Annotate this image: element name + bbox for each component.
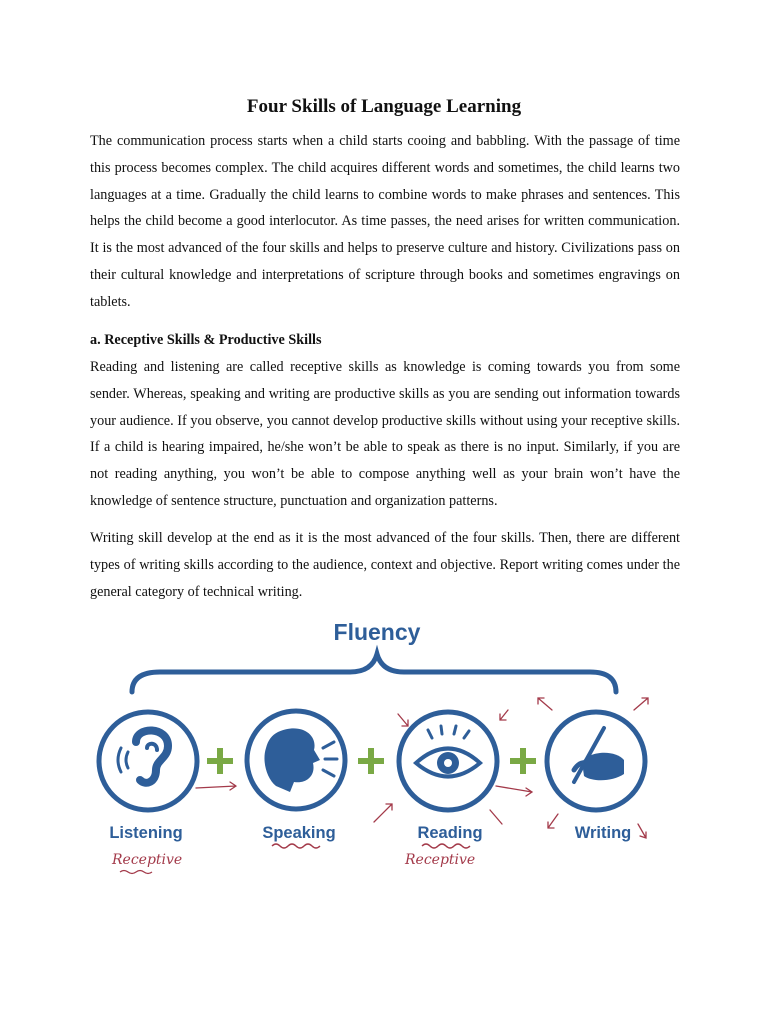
four-skills-diagram [0, 610, 768, 890]
handwritten-note-receptive-1: Receptive [112, 852, 183, 868]
receptive-productive-paragraph: Reading and listening are called receptive skills as knowledge is coming towards you from some sender. Whereas, speaking and writing are productive skills as you are sending out information towards your audience. If you observe, you cannot develop productive skills without using your receptive skills. If a child is hearing impaired, he/she won’t be able to speak as there is no input. Similarly, if you are not reading anything, you won’t be able to compose anything well as your brain won’t have the knowledge of sentence structure, punctuation and organization patterns. [90, 359, 680, 509]
label-writing: Writing [574, 824, 632, 842]
speaking-underline [272, 844, 320, 848]
section-heading: a. Receptive Skills & Productive Skills [90, 332, 322, 348]
reading-skill [399, 712, 497, 810]
speech-lines-icon [323, 742, 337, 776]
label-listening: Listening [109, 824, 183, 842]
plus-icon [358, 748, 384, 774]
label-speaking: Speaking [262, 824, 336, 842]
eye-icon [416, 726, 480, 777]
receptive-underline [120, 871, 152, 874]
speaking-head-icon [264, 728, 320, 792]
handwritten-note-receptive-2: Receptive [405, 852, 476, 868]
writing-skill-paragraph: Writing skill develop at the end as it is the most advanced of the four skills. Then, there are different types of writing skills according to the audience, context and objective. Report writing comes under the general category of technical writing. [90, 530, 680, 600]
label-reading: Reading [417, 824, 483, 842]
page-title: Four Skills of Language Learning [246, 96, 522, 117]
ear-icon [118, 730, 168, 782]
four-skills-figure [0, 610, 768, 890]
writing-skill [547, 712, 645, 810]
intro-paragraph: The communication process starts when a child starts cooing and babbling. With the passage of time this process becomes complex. The child acquires different words and sometimes, the child learns two languages at a time. Gradually the child learns to combine words to make phrases and sentences. This helps the child become a good interlocutor. As time passes, the need arises for written communication. It is the most advanced of the four skills and helps to preserve culture and history. Civilizations pass on their cultural knowledge and interpretations of scripture through books and sometimes engravings on tablets. [90, 133, 680, 310]
fluency-heading: Fluency [333, 619, 421, 645]
plus-icon [510, 748, 536, 774]
fluency-brace [132, 654, 616, 692]
writing-hand-icon [574, 728, 624, 782]
speaking-skill [247, 711, 345, 809]
reading-underline [422, 844, 470, 848]
plus-icon [207, 748, 233, 774]
listening-skill [99, 712, 197, 810]
